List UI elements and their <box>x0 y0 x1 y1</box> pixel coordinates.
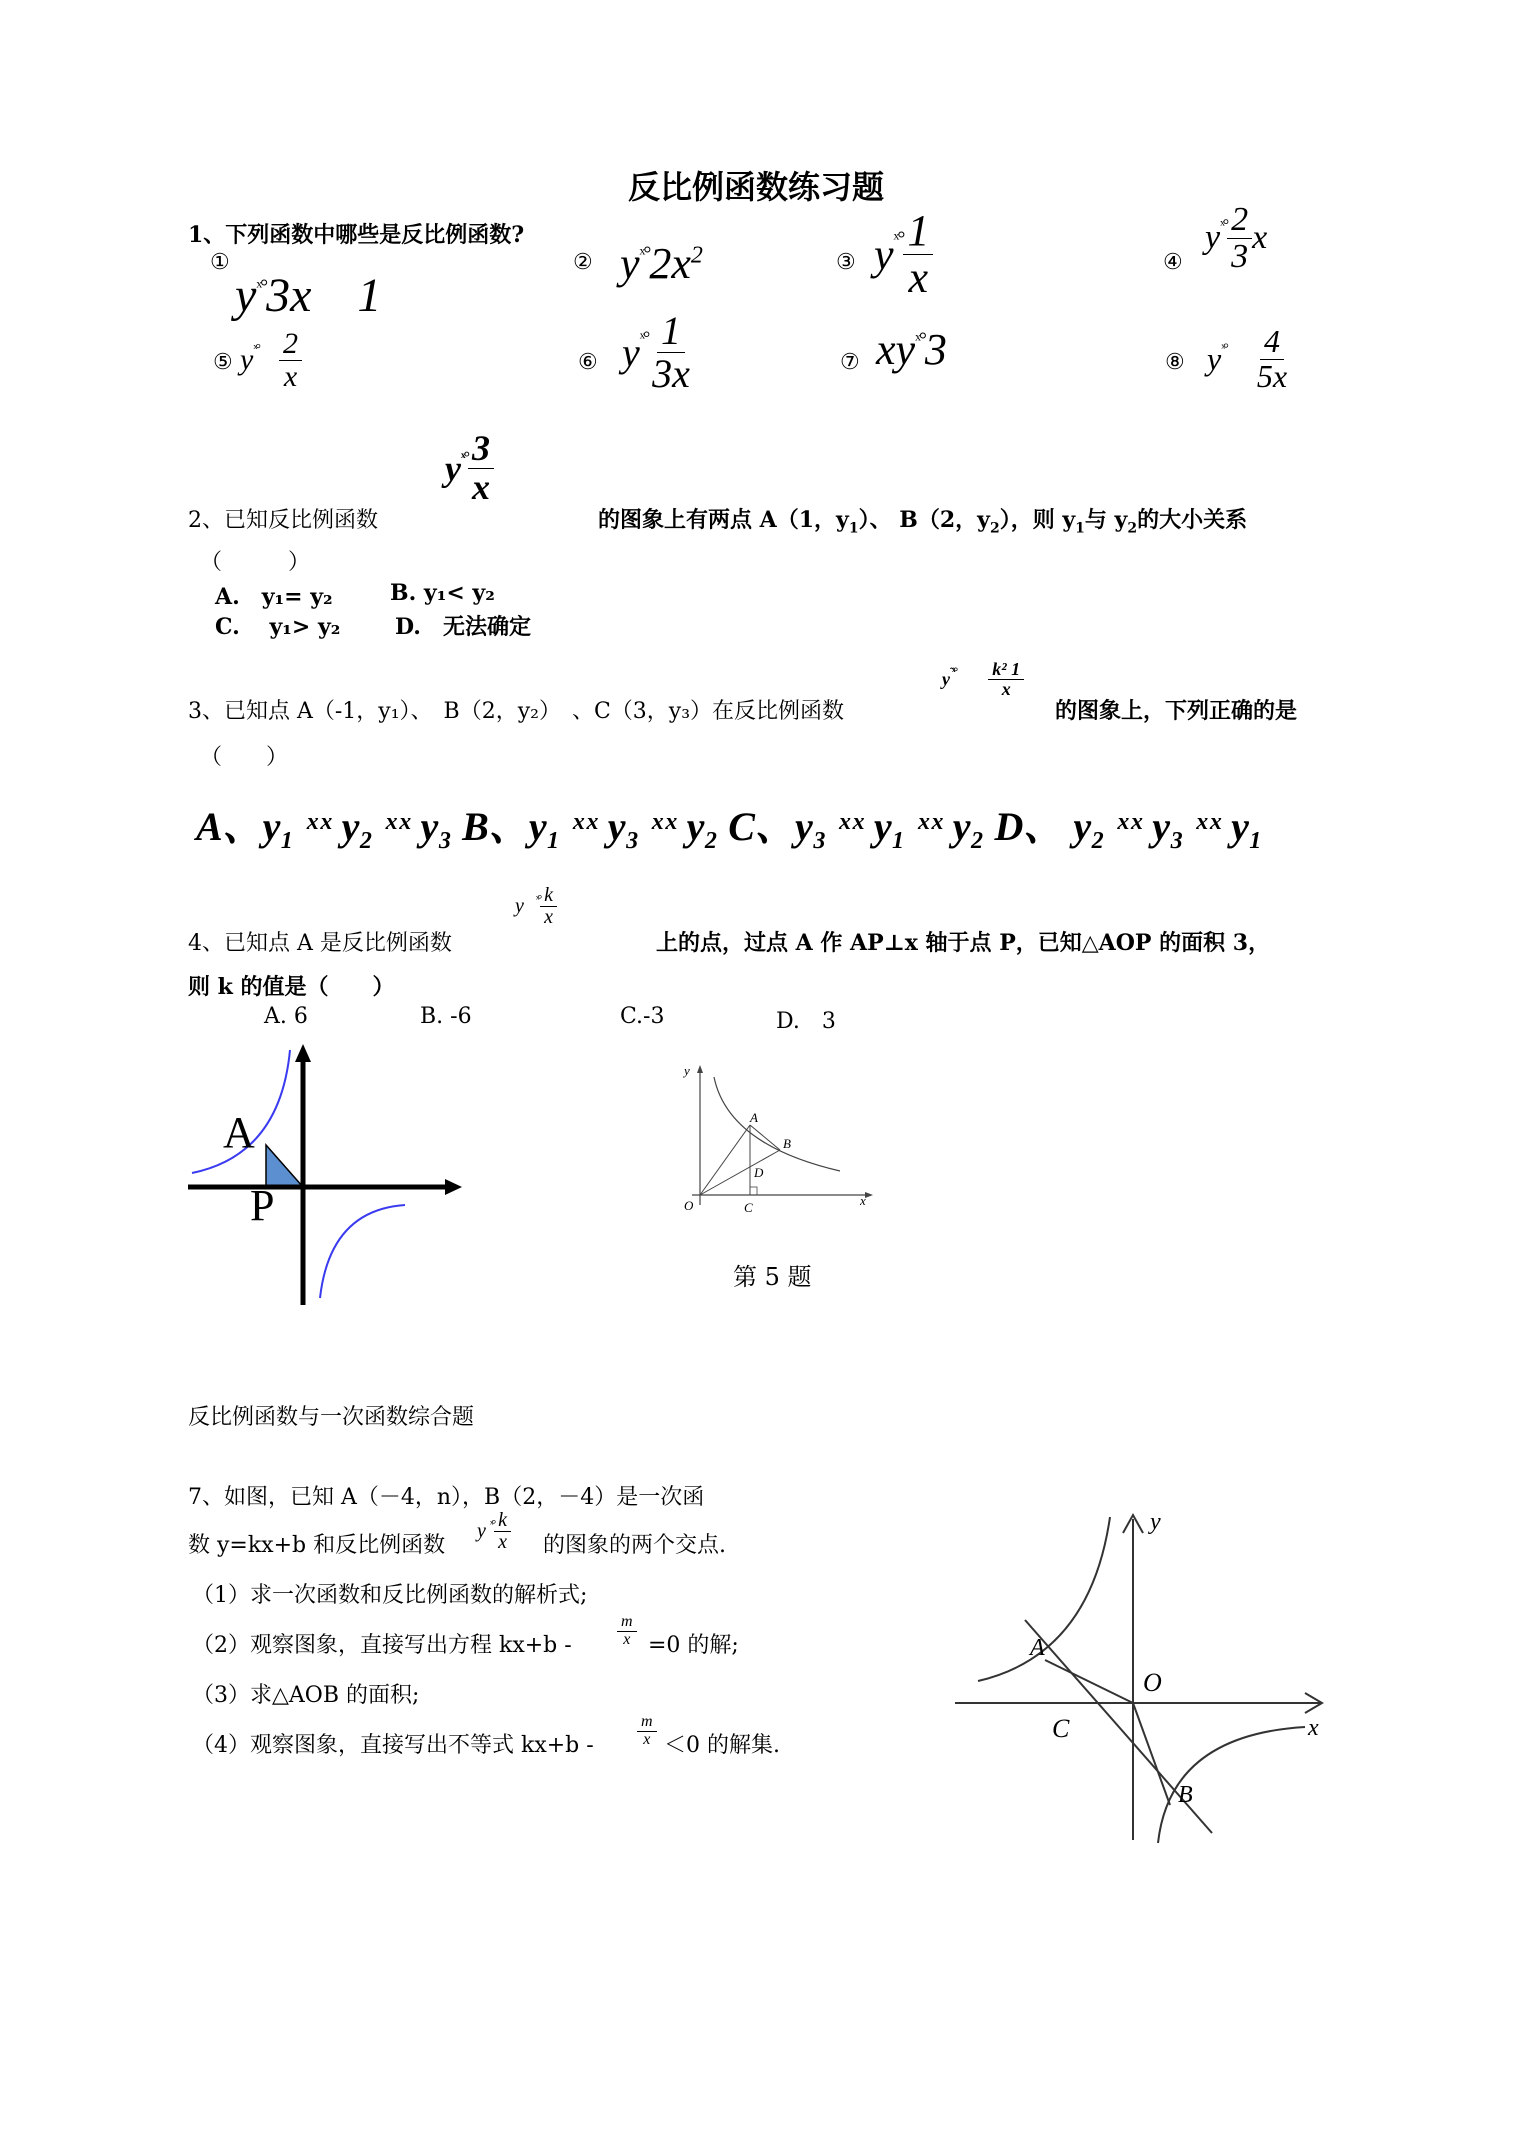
q3-stem: 3、已知点 A（-1，y₁）、 B（2，y₂） 、C（3，y₃）在反比例函数 <box>188 699 845 724</box>
q2-option-d: D. 无法确定 <box>395 614 531 640</box>
q2-func: $y^{ˣ^\circ}$ $\frac{3}{x}$ <box>445 430 494 507</box>
q2-option-b: B. y₁< y₂ <box>390 580 495 606</box>
q1-item1-expr: $y^{ˣ^\circ}3x$ 1 <box>235 269 382 322</box>
q7-label-b: B <box>1178 1782 1193 1808</box>
q1-item6-num: ⑥ <box>578 350 598 375</box>
q7-label-a: A <box>1030 1635 1045 1661</box>
q1-item5-expr: $y^{ˣ^\circ}$ $\frac{2}{x}$ <box>240 328 302 392</box>
q7-sub2-post: =0 的解; <box>648 1633 739 1658</box>
q5-curve <box>714 1077 840 1171</box>
q5-label-d: D <box>754 1165 764 1180</box>
q4-figure <box>180 1030 470 1310</box>
q3-post: 的图象上，下列正确的是 <box>1055 698 1298 724</box>
q7-label-c: C <box>1052 1714 1070 1743</box>
q1-item8-num: ⑧ <box>1165 350 1185 375</box>
q5-label-c: C <box>744 1200 753 1215</box>
q1-item7-expr: $xy^{ˣ^\circ}3$ <box>876 325 947 374</box>
q4-func: y $^{ˣ^\circ}$ $\frac{k}{x}$ <box>515 885 557 928</box>
q2-post: 的图象上有两点 A（1，$y_1$）、 B（2，$y_2$），则 $y_1$与 $y_2$的大小关系 <box>598 507 1248 537</box>
q4-label-p: P <box>250 1181 275 1230</box>
q4-option-b: B. -6 <box>420 1004 472 1029</box>
q2-option-c: C. y₁> y₂ <box>215 614 341 640</box>
q1-item1-num: ① <box>210 250 230 275</box>
q1-item1-y: y <box>235 269 257 322</box>
q2-paren: （ ） <box>200 550 311 575</box>
q7-figure <box>950 1505 1340 1845</box>
q1-item8-expr: $y^{ˣ^\circ}$ $\frac{4}{5x}$ <box>1207 323 1288 394</box>
q7-sub4-frac: $\frac{m}{x}$ <box>637 1714 657 1749</box>
q5-label-a: A <box>750 1110 758 1125</box>
q4-option-a: A. 6 <box>264 1004 308 1029</box>
q1-item5-num: ⑤ <box>213 350 233 375</box>
q7-sub2-frac: $\frac{m}{x}$ <box>617 1614 637 1649</box>
q1-item6-expr: $y^{ˣ^\circ}$ $\frac{1}{3x}$ <box>622 308 690 396</box>
q2-option-a: A. y₁= y₂ <box>215 584 333 610</box>
q7-line-ob <box>1133 1703 1170 1805</box>
q4-y-arrow <box>295 1044 311 1062</box>
q3-func: $y^{˜ˣ^\circ}$ $\frac{\text{k² 1}}{x}$ <box>942 660 1056 699</box>
q3-options: A、y₁ ˣˣ y₂ ˣˣ y₃ B、y₁ ˣˣ y₃ ˣˣ y₂ C、y₃ ˣˣ y₁ ˣˣ y₂ D、 y₂ ˣˣ y₃ ˣˣ y₁ <box>196 804 1263 849</box>
q4-curve-lower <box>320 1205 405 1298</box>
q7-line-oa <box>1045 1660 1133 1703</box>
q1-item2-num: ② <box>573 250 593 275</box>
q7-sub1: （1）求一次函数和反比例函数的解析式; <box>192 1583 588 1608</box>
page-title: 反比例函数练习题 <box>628 168 885 206</box>
q7-label-x: x <box>1308 1715 1319 1741</box>
q5-line-oa <box>700 1125 750 1195</box>
q4-label-a: A <box>223 1108 255 1157</box>
q3-paren: （ ） <box>200 745 289 770</box>
q5-caption: 第 5 题 <box>733 1263 812 1291</box>
q1-item3-num: ③ <box>836 250 856 275</box>
q7-line2-post: 的图象的两个交点. <box>543 1533 726 1558</box>
q1-item2-expr: $y^{ˣ^\circ}2x^2$ <box>620 239 703 288</box>
q5-label-o: O <box>684 1198 694 1213</box>
q5-line-ab <box>750 1125 780 1150</box>
q4-post: 上的点，过点 A 作 AP⊥x 轴于点 P，已知△AOP 的面积 3， <box>656 930 1271 956</box>
q7-label-o: O <box>1143 1668 1162 1697</box>
q4-line2: 则 k 的值是（ ） <box>188 974 395 1000</box>
q7-sub4-post: ＜0 的解集. <box>664 1733 780 1758</box>
q7-sub4-pre: （4）观察图象，直接写出不等式 kx+b - <box>192 1733 594 1758</box>
q1-item4-num: ④ <box>1163 250 1183 275</box>
q1-item3-expr: $y^{ˣ^\circ}$ $\frac{1}{x}$ <box>874 208 933 301</box>
q4-option-c: C.-3 <box>620 1004 665 1029</box>
q7-sub2-pre: （2）观察图象，直接写出方程 kx+b - <box>192 1633 572 1658</box>
q5-label-x: x <box>860 1193 866 1208</box>
q2-pre: 2、已知反比例函数 <box>188 508 378 533</box>
q5-label-y: y <box>684 1063 690 1078</box>
q7-line2-pre: 数 y=kx+b 和反比例函数 <box>188 1533 446 1558</box>
q4-option-d: D. 3 <box>776 1009 836 1034</box>
q4-x-arrow <box>445 1179 462 1195</box>
q5-label-b: B <box>783 1136 791 1151</box>
q1-item4-expr: $y^{ˣ^\circ}$ $\frac{2}{3}$ x <box>1205 201 1268 275</box>
section-title: 反比例函数与一次函数综合题 <box>188 1405 475 1430</box>
q4-pre: 4、已知点 A 是反比例函数 <box>188 931 452 956</box>
q7-func: y $^{ˣ^\circ}$ $\frac{k}{x}$ <box>477 1510 511 1553</box>
q5-line-ob <box>700 1150 780 1195</box>
q7-label-y: y <box>1150 1509 1161 1535</box>
q7-line1: 7、如图，已知 A（－4，n），B（2，－4）是一次函 <box>188 1485 705 1510</box>
q7-sub3: （3）求△AOB 的面积; <box>192 1683 420 1708</box>
q1-stem: 1、下列函数中哪些是反比例函数? <box>188 222 525 248</box>
q1-item7-num: ⑦ <box>840 350 860 375</box>
q5-figure <box>670 1055 880 1220</box>
